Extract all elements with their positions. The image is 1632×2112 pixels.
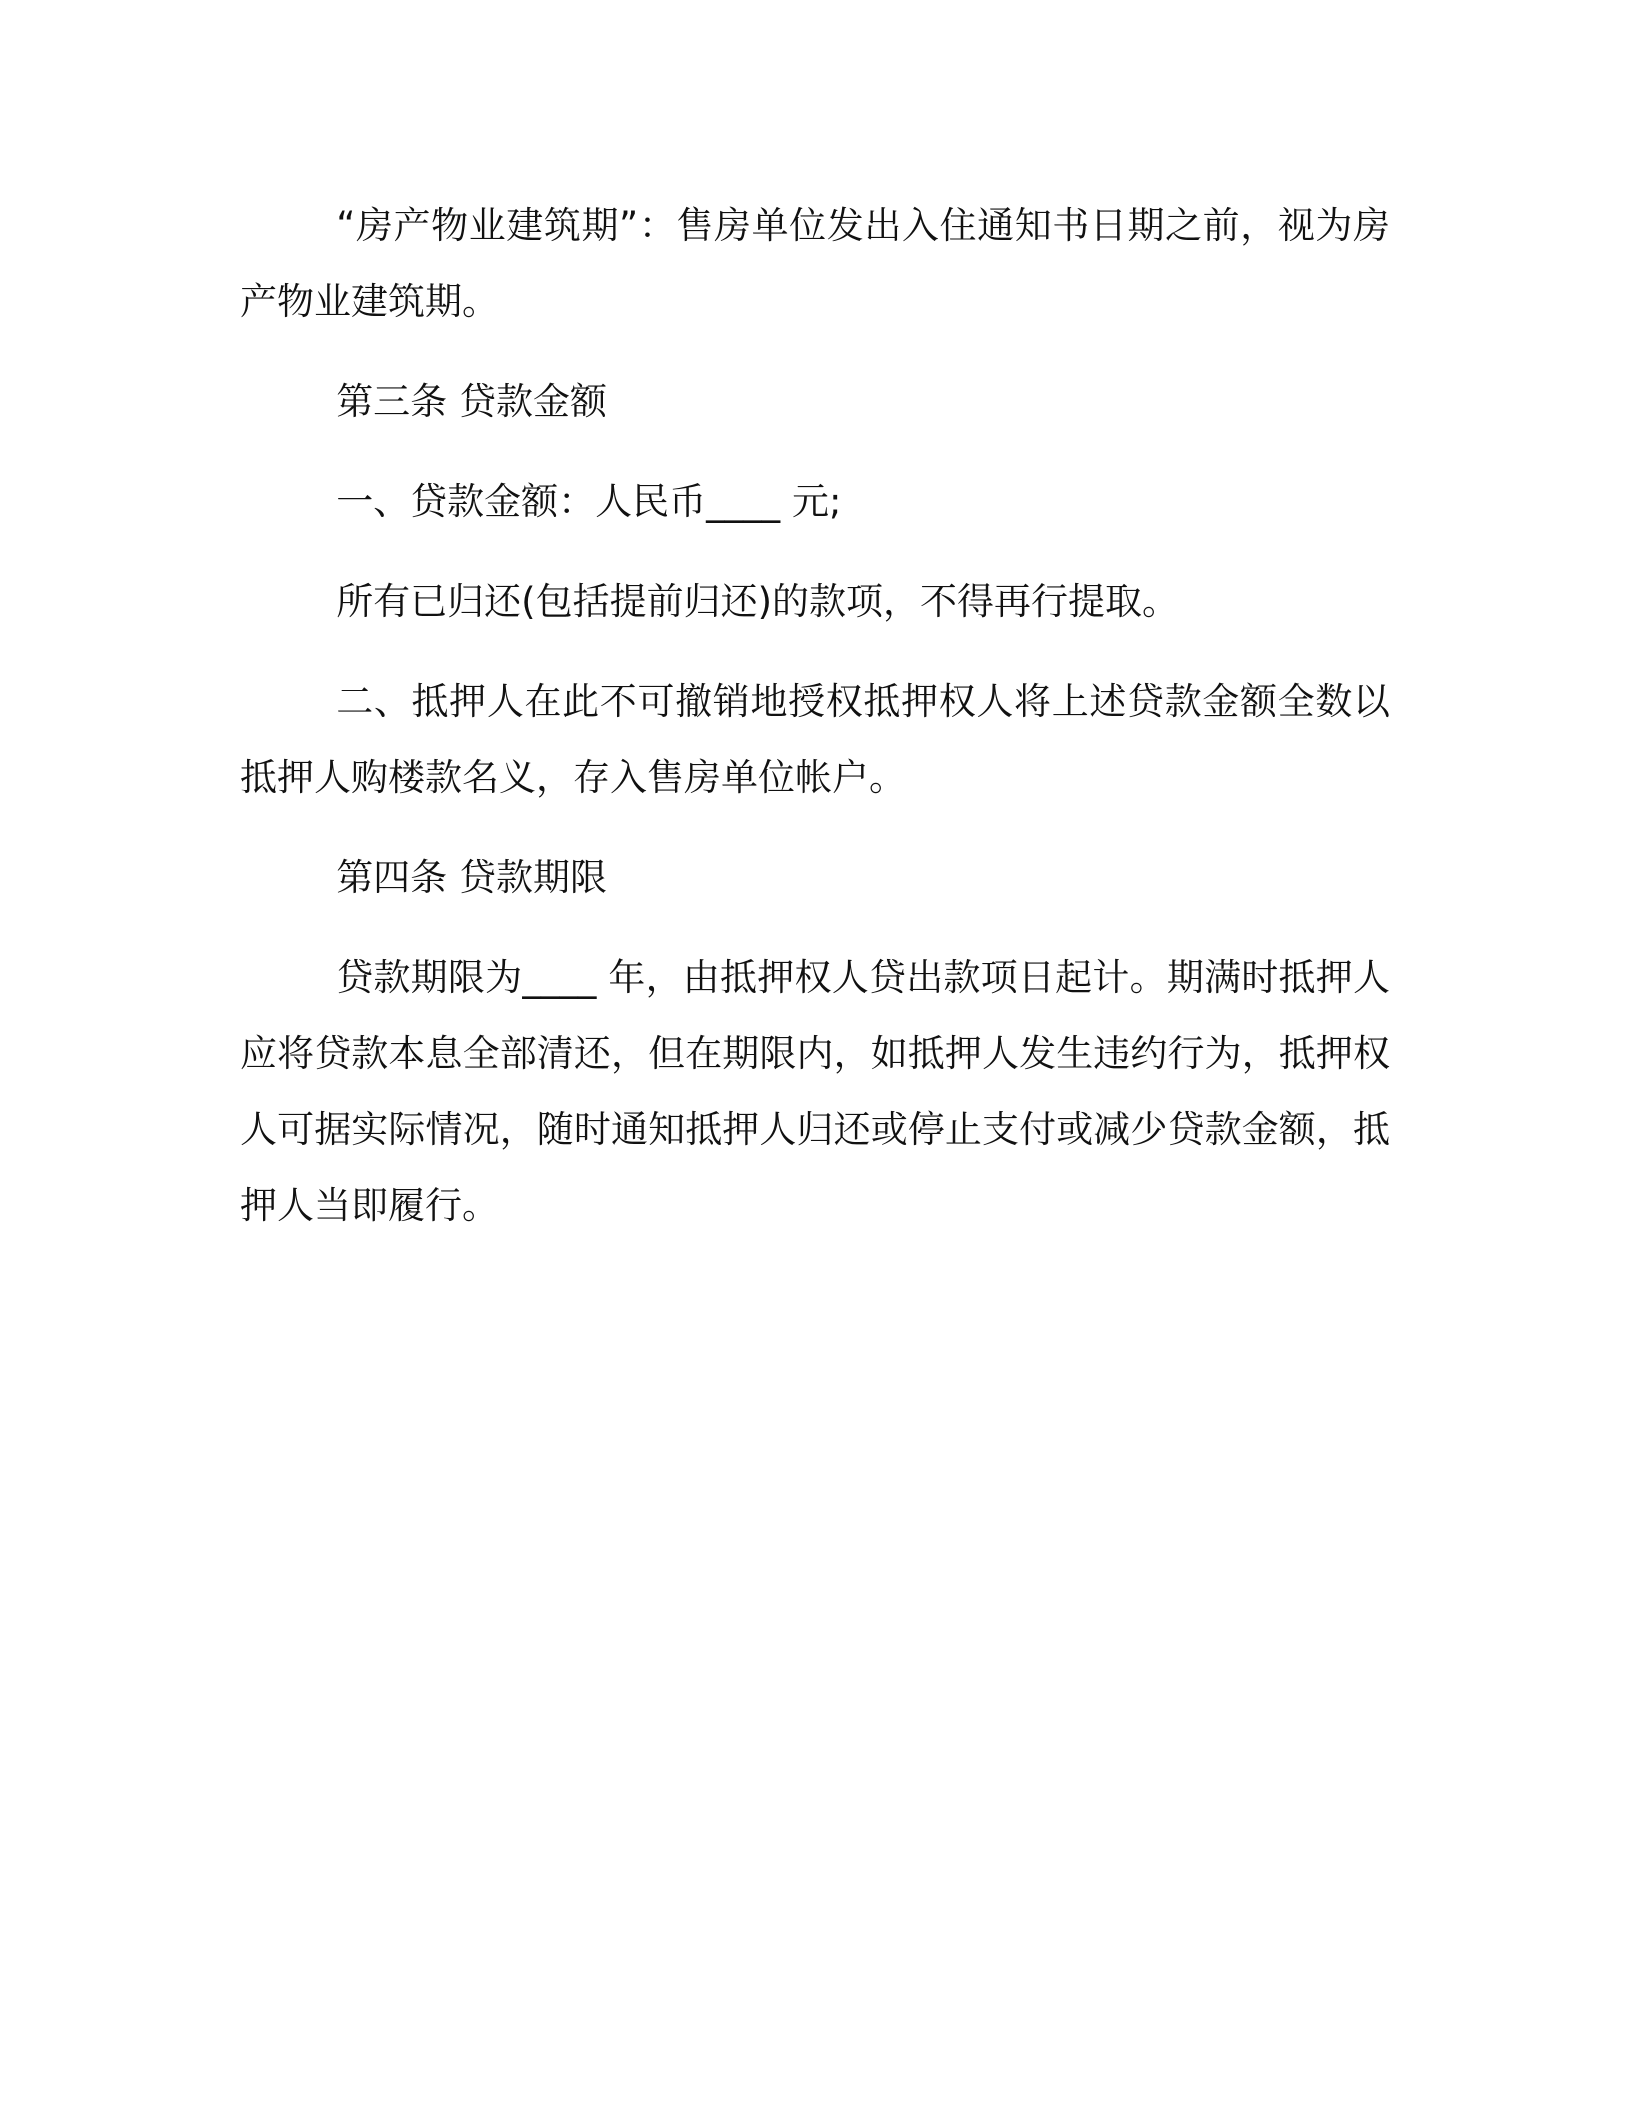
heading-article-3-loan-amount: 第三条 贷款金额: [336, 380, 607, 423]
paragraph-loan-amount-rmb: 一、贷款金额：人民币____ 元;: [336, 480, 842, 523]
paragraph-building-period-definition: “房产物业建筑期”：售房单位发出入住通知书日期之前，视为房产物业建筑期。: [240, 204, 1390, 323]
document-body: [240, 188, 1390, 1244]
paragraph-loan-term-details: 贷款期限为____ 年，由抵押权人贷出款项日起计。期满时抵押人应将贷款本息全部清还，但在期限内，如抵押人发生违约行为，抵押权人可据实际情况，随时通知抵押人归还或停止支付或减少贷款金额，抵押人当即履行。: [240, 956, 1390, 1227]
paragraph-authorization-deposit: 二、抵押人在此不可撤销地授权抵押权人将上述贷款金额全数以抵押人购楼款名义，存入售房单位帐户。: [240, 680, 1390, 799]
heading-article-4-loan-term: 第四条 贷款期限: [336, 856, 607, 899]
paragraph-no-redraw: 所有已归还(包括提前归还)的款项，不得再行提取。: [336, 580, 1180, 623]
